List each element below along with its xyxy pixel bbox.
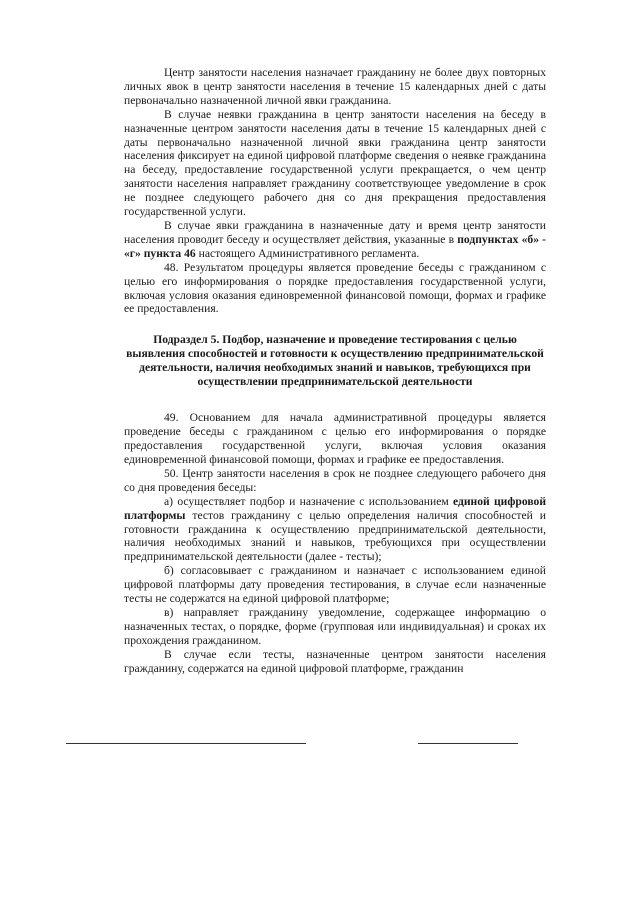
paragraph-show-up-pre: В случае явки гражданина в назначенные дату и время центр занятости населения проводит беседу и осуществляет действия, указанные в: [124, 218, 546, 246]
paragraph-50-v: в) направляет гражданину уведомление, содержащее информацию о назначенных тестах, о порядке, форме (групповая или индивидуальная) и сроках их прохождения гражданином.: [124, 606, 546, 647]
paragraph-show-up-post: настоящего Административного регламента.: [195, 246, 420, 260]
paragraph-48: 48. Результатом процедуры является проведение беседы с гражданином с целью его информирования о порядке предоставления государственной услуги, включая условия оказания единовременной финансовой помощи, формах и графике ее предоставления.: [124, 260, 546, 316]
paragraph-50-a: [124, 495, 546, 565]
paragraph-no-show: В случае неявки гражданина в центр занятости населения на беседу в назначенные центром занятости населения даты в течение 15 календарных дней с даты первоначально назначенной личной явки гражданина центр занятости населения фиксирует на единой цифровой платформе сведения о неявке гражданина на беседу, предоставление государственной услуги прекращается, о чем центр занятости населения направляет гражданину соответствующее уведомление в срок не позднее следующего рабочего дня со дня прекращения предоставления государственной услуги.: [124, 107, 546, 219]
section-title: Подраздел 5. Подбор, назначение и проведение тестирования с целью выявления способностей и готовности к осуществлению предпринимательской деятельности, наличия необходимых знаний и навыков, требующихся при осуществлении предпринимательской деятельности: [126, 333, 544, 389]
footer-rule-left: [66, 743, 306, 744]
paragraph-tests-on-platform: В случае если тесты, назначенные центром занятости населения гражданину, содержатся на единой цифровой платформе, гражданин: [124, 647, 546, 675]
paragraph-50-a-bold: единой цифровой платформы: [124, 494, 547, 522]
paragraph-50-b: б) согласовывает с гражданином и назначает с использованием единой цифровой платформы дату проведения тестирования, в случае если назначенные тесты не содержатся на единой цифровой платформе;: [124, 564, 546, 606]
paragraph-50-a-post: тестов гражданину с целью определения наличия способностей и готовности гражданина к осуществлению предпринимательской деятельности, наличия необходимых знаний и навыков, требующихся при осуществлении предпринимательской деятельности (далее - тесты);: [124, 508, 546, 564]
paragraph-50: 50. Центр занятости населения в срок не позднее следующего рабочего дня со дня проведения беседы:: [124, 466, 546, 494]
paragraph-repeat-visits: Центр занятости населения назначает гражданину не более двух повторных личных явок в центр занятости населения в течение 15 календарных дней с даты первоначально назначенной личной явки гражданина.: [124, 66, 546, 107]
paragraph-show-up: [124, 219, 546, 261]
paragraph-50-a-pre: а) осуществляет подбор и назначение с использованием: [164, 494, 453, 508]
paragraph-49: 49. Основанием для начала административной процедуры является проведение беседы с гражданином с целью его информирования о порядке предоставления государственной услуги, включая условия оказания единовременной финансовой помощи, формах и графике ее предоставления.: [124, 411, 546, 467]
footer-rule-right: [418, 743, 518, 744]
paragraph-show-up-bold: подпунктах «б» - «г» пункта 46: [124, 232, 546, 260]
